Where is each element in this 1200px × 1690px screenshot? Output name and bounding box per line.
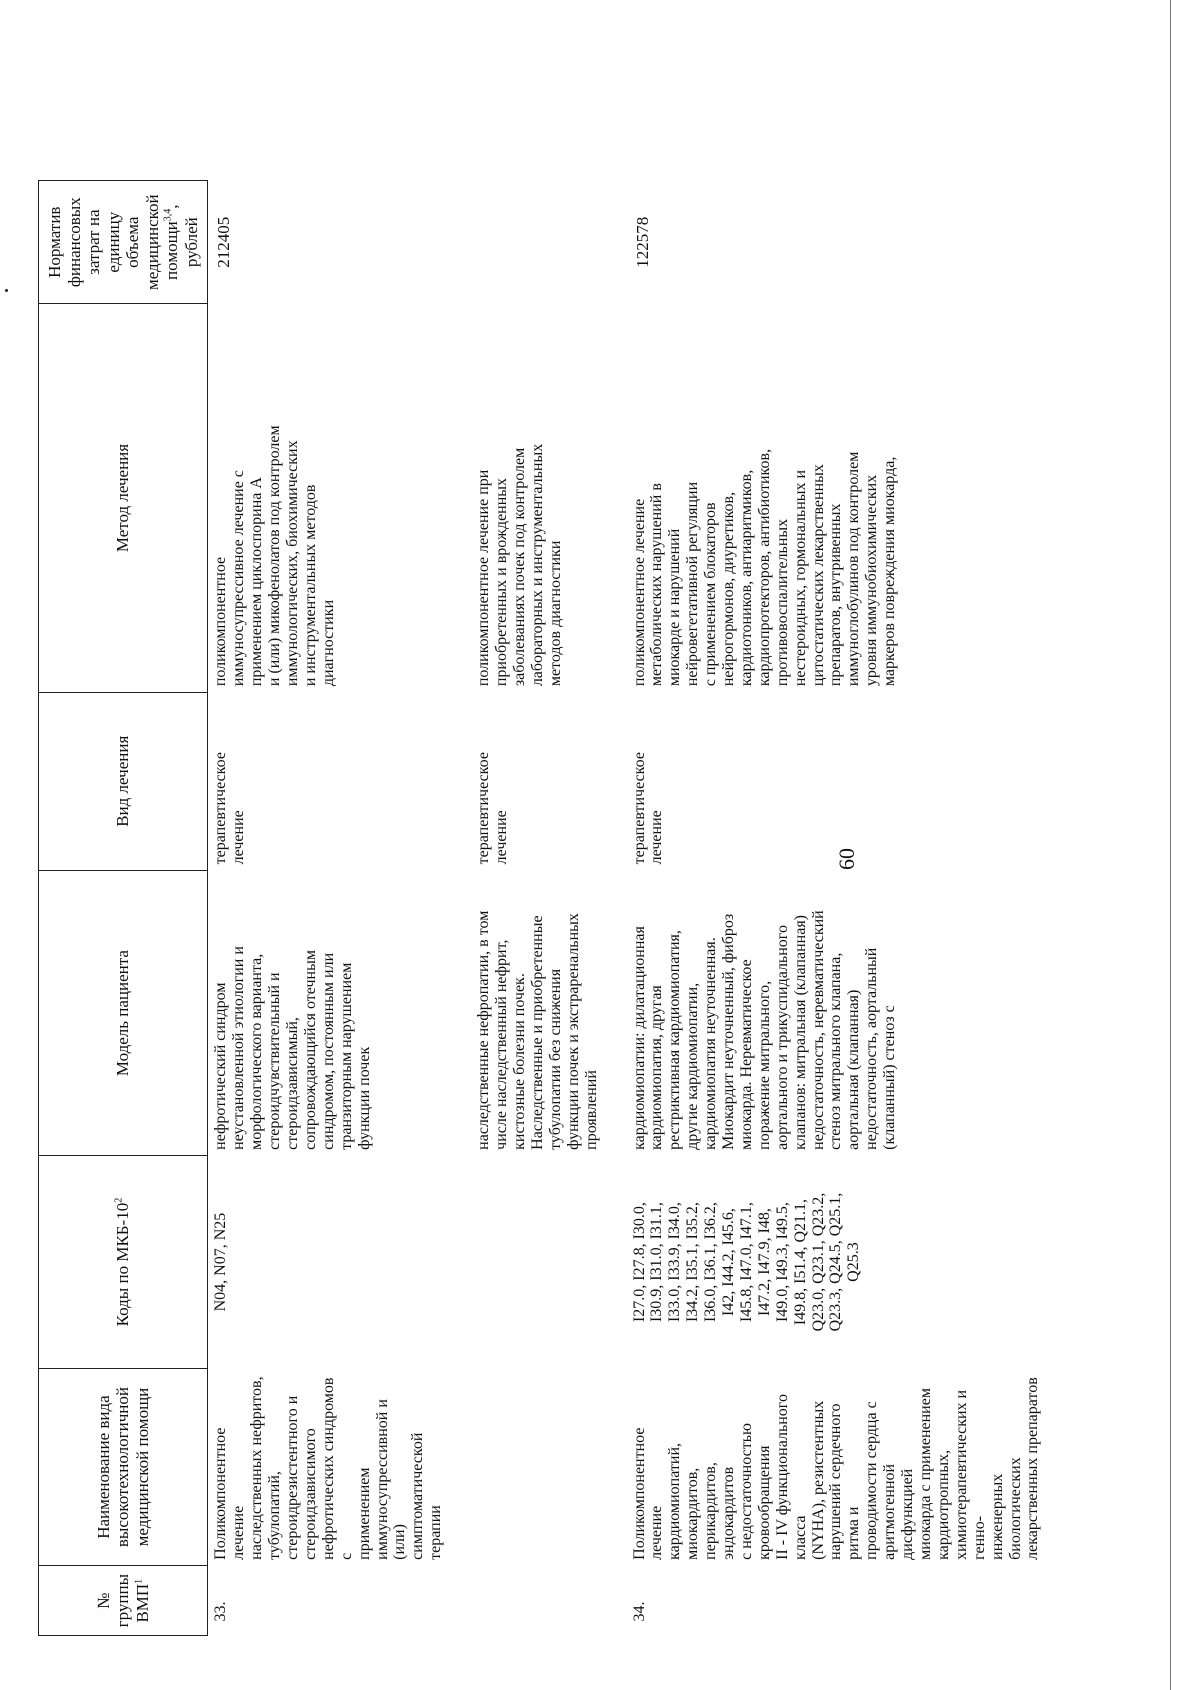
cell-cost-norm: 122578 xyxy=(632,216,652,268)
header-treatment-method: Метод лечения xyxy=(39,304,208,692)
cell-patient-model: наследственные нефропатии, в том числе наследственный нефрит, кистозные болезни почек. Наследственные и приобретенные тубулопатии без снижения функции почек и экстраренальных проявлений xyxy=(475,910,600,1150)
header-group-number: № группы ВМП$^1$ xyxy=(39,1566,208,1636)
table-row xyxy=(627,181,1043,1636)
ink-dot xyxy=(5,289,8,292)
cell-care-type-name: Поликомпонентное лечение наследственных нефритов, тубулопатий, стероидрезистентного и стероидзависимого нефротических синдромов с применением иммуносупрессивной и (или) симптоматической терапии xyxy=(212,1376,445,1560)
header-treatment-type: Вид лечения xyxy=(39,692,208,870)
cell-care-type-name: Поликомпонентное лечение кардиомиопатий, миокардитов, перикардитов, эндокардитов с недостаточностью кровообращения II - IV функционального класса (NYHA), резистентных нарушений сердечного ритма и проводимости сердца с аритмогенной дисфункцией миокарда с применением кардиотропных, химиотерапевтических и генно- инженерных биологических лекарственных препаратов xyxy=(630,1377,1042,1560)
cell-icd-codes: N04, N07, N25 xyxy=(212,1212,230,1312)
cell-group-number: 34. xyxy=(630,1601,648,1622)
cell-treatment-method: поликомпонентное иммуносупрессивное лечение с применением циклоспорина А и (или) микофенолатов под контролем иммунологических, биохимических и инструментальных методов диагностики xyxy=(212,425,337,687)
page-bottom-rule xyxy=(1170,0,1171,1690)
cell-cost-norm: 212405 xyxy=(214,216,234,268)
vmp-table-wrapper xyxy=(38,180,1164,1636)
table-row xyxy=(471,181,600,1636)
header-patient-model: Модель пациента xyxy=(39,870,208,1156)
cell-group-number: 33. xyxy=(212,1601,230,1622)
header-cost-norm: Норматив финансовых затрат на единицу объема медицинской помощи$^{3,4}$, рублей xyxy=(39,181,208,304)
header-icd-codes: Коды по МКБ-$10^2$ xyxy=(39,1156,208,1368)
cell-icd-codes xyxy=(471,1156,600,1368)
cell-treatment-type: терапевтическое лечение xyxy=(630,752,666,865)
vmp-table xyxy=(38,180,1042,1636)
cell-care-type-name xyxy=(471,1368,600,1566)
table-row xyxy=(208,181,445,1636)
cell-patient-model: нефротический синдром неустановленной этиологии и морфологического варианта, стероидчувствительный и стероидзависимый, сопровождающийся отечным синдромом, постоянным или транзиторным нарушением функции почек xyxy=(212,946,373,1150)
cell-treatment-type: терапевтическое лечение xyxy=(475,752,511,865)
cell-group-number xyxy=(471,1566,600,1636)
header-care-type-name: Наименование вида высокотехнологичной медицинской помощи xyxy=(39,1368,208,1566)
page-number: 60 xyxy=(834,848,859,870)
cell-treatment-type: терапевтическое лечение xyxy=(212,752,248,865)
cell-patient-model: кардиомиопатии: дилатационная кардиомиопатия, другая рестриктивная кардиомиопатия, другие кардиомиопатии, кардиомиопатия неуточненная. Миокардит неуточненный, фиброз миокарда. Неревматическое поражение митрального, аортального и трикуспидального клапанов: митральная (клапанная) недостаточность, неревматический стеноз митрального клапана, аортальная (клапанная) недостаточность, аортальный (клапанный) стеноз с xyxy=(630,910,899,1150)
table-header-row xyxy=(39,181,208,1636)
cell-treatment-method: поликомпонентное лечение при приобретенных и врожденных заболеваниях почек под контролем лабораторных и инструментальных методов диагностики xyxy=(475,443,564,687)
cell-icd-codes: I27.0, I27.8, I30.0, I30.9, I31.0, I31.1, I33.0, I33.9, I34.0, I34.2, I35.1, I35.2, I36.0, I36.1, I36.2, I42, I44.2, I45.6, I45.8, I47.0, I47.1, I47.2, I47.9, I48, I49.0, I49.3, I49.5, I49.8, I51.4, Q21.1, Q23.0, Q23.1, Q23.2, Q23.3, Q24.5, Q25.1, Q25.3 xyxy=(630,1192,863,1332)
cell-treatment-method: поликомпонентное лечение метаболических нарушений в миокарде и нарушений нейровегетативной регуляции с применением блокаторов нейрогормонов, диуретиков, кардиотоников, антиаритмиков, кардиопротекторов, антибиотиков, противовоспалительных нестероидных, гормональных и цитостатических лекарственных препаратов, внутривенных иммуноглобулинов под контролем уровня иммунобиохимических маркеров повреждения миокарда, xyxy=(630,448,899,687)
cell-cost-norm xyxy=(471,181,600,304)
